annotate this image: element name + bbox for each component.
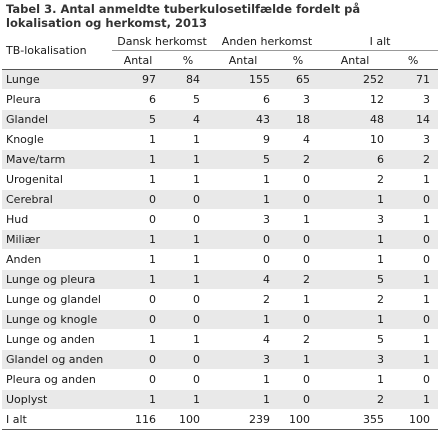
cell-pct: 0 bbox=[164, 370, 212, 390]
cell-pct: 1 bbox=[388, 390, 438, 410]
cell-pct: 3 bbox=[388, 90, 438, 110]
cell-antal: 2 bbox=[212, 290, 274, 310]
cell-pct: 71 bbox=[388, 70, 438, 90]
cell-antal: 0 bbox=[112, 350, 164, 370]
cell-pct: 0 bbox=[274, 190, 322, 210]
header-sub-pct: % bbox=[274, 51, 322, 70]
cell-antal: 1 bbox=[212, 310, 274, 330]
row-label: Anden bbox=[2, 250, 112, 270]
cell-antal: 1 bbox=[322, 190, 388, 210]
cell-antal: 6 bbox=[212, 90, 274, 110]
table-title bbox=[0, 0, 440, 32]
tuberculosis-table bbox=[2, 32, 438, 430]
cell-pct: 18 bbox=[274, 110, 322, 130]
cell-pct: 2 bbox=[274, 270, 322, 290]
row-label: Lunge og glandel bbox=[2, 290, 112, 310]
table-row bbox=[2, 70, 438, 90]
cell-pct: 1 bbox=[388, 170, 438, 190]
cell-pct: 0 bbox=[274, 370, 322, 390]
cell-antal: 43 bbox=[212, 110, 274, 130]
cell-antal: 2 bbox=[322, 290, 388, 310]
cell-antal: 355 bbox=[322, 410, 388, 430]
cell-pct: 0 bbox=[274, 250, 322, 270]
cell-antal: 3 bbox=[212, 210, 274, 230]
cell-antal: 3 bbox=[322, 350, 388, 370]
row-label: Hud bbox=[2, 210, 112, 230]
total-row bbox=[2, 410, 438, 430]
header-sub-pct: % bbox=[388, 51, 438, 70]
cell-pct: 0 bbox=[388, 230, 438, 250]
cell-pct: 0 bbox=[164, 190, 212, 210]
title-line-2: lokalisation og herkomst, 2013 bbox=[6, 16, 208, 30]
cell-pct: 1 bbox=[274, 290, 322, 310]
table-row bbox=[2, 310, 438, 330]
cell-pct: 5 bbox=[164, 90, 212, 110]
header-sub-antal: Antal bbox=[322, 51, 388, 70]
table-row bbox=[2, 170, 438, 190]
cell-antal: 10 bbox=[322, 130, 388, 150]
cell-pct: 1 bbox=[164, 150, 212, 170]
table-row bbox=[2, 290, 438, 310]
cell-antal: 1 bbox=[212, 390, 274, 410]
cell-pct: 1 bbox=[274, 210, 322, 230]
row-label: I alt bbox=[2, 410, 112, 430]
header-sub-antal: Antal bbox=[112, 51, 164, 70]
cell-antal: 5 bbox=[322, 330, 388, 350]
cell-pct: 2 bbox=[388, 150, 438, 170]
cell-pct: 1 bbox=[164, 250, 212, 270]
cell-pct: 0 bbox=[164, 210, 212, 230]
table-row bbox=[2, 250, 438, 270]
cell-antal: 1 bbox=[112, 250, 164, 270]
table-row bbox=[2, 350, 438, 370]
row-label: Lunge og anden bbox=[2, 330, 112, 350]
cell-antal: 2 bbox=[322, 170, 388, 190]
row-label: Miliær bbox=[2, 230, 112, 250]
header-tb-lokalisation: TB-lokalisation bbox=[2, 32, 112, 70]
cell-antal: 1 bbox=[112, 150, 164, 170]
cell-pct: 0 bbox=[388, 310, 438, 330]
header-group-dansk: Dansk herkomst bbox=[112, 32, 212, 51]
cell-antal: 1 bbox=[322, 310, 388, 330]
table-row bbox=[2, 390, 438, 410]
cell-pct: 1 bbox=[164, 130, 212, 150]
header-group-anden: Anden herkomst bbox=[212, 32, 322, 51]
cell-pct: 0 bbox=[274, 310, 322, 330]
cell-antal: 1 bbox=[112, 130, 164, 150]
cell-antal: 0 bbox=[112, 310, 164, 330]
cell-antal: 116 bbox=[112, 410, 164, 430]
cell-antal: 0 bbox=[112, 190, 164, 210]
cell-pct: 65 bbox=[274, 70, 322, 90]
cell-antal: 1 bbox=[112, 330, 164, 350]
cell-antal: 3 bbox=[322, 210, 388, 230]
row-label: Pleura og anden bbox=[2, 370, 112, 390]
cell-pct: 2 bbox=[274, 330, 322, 350]
table-row bbox=[2, 230, 438, 250]
cell-antal: 12 bbox=[322, 90, 388, 110]
cell-pct: 1 bbox=[164, 390, 212, 410]
cell-pct: 14 bbox=[388, 110, 438, 130]
row-label: Lunge og pleura bbox=[2, 270, 112, 290]
header-sub-pct: % bbox=[164, 51, 212, 70]
cell-antal: 4 bbox=[212, 330, 274, 350]
row-label: Uoplyst bbox=[2, 390, 112, 410]
cell-pct: 100 bbox=[274, 410, 322, 430]
cell-antal: 2 bbox=[322, 390, 388, 410]
cell-antal: 1 bbox=[212, 370, 274, 390]
cell-pct: 0 bbox=[274, 230, 322, 250]
row-label: Glandel bbox=[2, 110, 112, 130]
cell-antal: 5 bbox=[322, 270, 388, 290]
cell-pct: 1 bbox=[388, 270, 438, 290]
cell-antal: 155 bbox=[212, 70, 274, 90]
row-label: Cerebral bbox=[2, 190, 112, 210]
header-group-i-alt: I alt bbox=[322, 32, 438, 51]
cell-antal: 239 bbox=[212, 410, 274, 430]
cell-antal: 1 bbox=[322, 250, 388, 270]
cell-pct: 100 bbox=[388, 410, 438, 430]
cell-pct: 0 bbox=[388, 250, 438, 270]
cell-pct: 0 bbox=[164, 310, 212, 330]
cell-antal: 3 bbox=[212, 350, 274, 370]
cell-pct: 0 bbox=[388, 370, 438, 390]
cell-pct: 1 bbox=[388, 290, 438, 310]
cell-antal: 4 bbox=[212, 270, 274, 290]
cell-pct: 4 bbox=[164, 110, 212, 130]
cell-pct: 1 bbox=[164, 170, 212, 190]
cell-antal: 1 bbox=[212, 190, 274, 210]
table-row bbox=[2, 210, 438, 230]
header-sub-antal: Antal bbox=[212, 51, 274, 70]
cell-pct: 1 bbox=[164, 330, 212, 350]
cell-antal: 1 bbox=[322, 370, 388, 390]
cell-antal: 0 bbox=[212, 250, 274, 270]
title-line-1: Tabel 3. Antal anmeldte tuberkulosetilfælde fordelt på bbox=[6, 2, 361, 16]
cell-pct: 84 bbox=[164, 70, 212, 90]
row-label: Knogle bbox=[2, 130, 112, 150]
cell-pct: 0 bbox=[164, 290, 212, 310]
cell-pct: 1 bbox=[274, 350, 322, 370]
cell-pct: 4 bbox=[274, 130, 322, 150]
table-row bbox=[2, 110, 438, 130]
table-row bbox=[2, 190, 438, 210]
cell-antal: 0 bbox=[112, 290, 164, 310]
cell-antal: 1 bbox=[112, 270, 164, 290]
cell-antal: 1 bbox=[112, 390, 164, 410]
cell-pct: 1 bbox=[388, 350, 438, 370]
cell-antal: 5 bbox=[212, 150, 274, 170]
cell-antal: 0 bbox=[112, 370, 164, 390]
table-row bbox=[2, 270, 438, 290]
cell-pct: 0 bbox=[164, 350, 212, 370]
cell-pct: 100 bbox=[164, 410, 212, 430]
cell-antal: 6 bbox=[322, 150, 388, 170]
cell-antal: 9 bbox=[212, 130, 274, 150]
row-label: Glandel og anden bbox=[2, 350, 112, 370]
row-label: Mave/tarm bbox=[2, 150, 112, 170]
table-row bbox=[2, 330, 438, 350]
cell-antal: 0 bbox=[212, 230, 274, 250]
table-row bbox=[2, 90, 438, 110]
cell-antal: 252 bbox=[322, 70, 388, 90]
cell-antal: 1 bbox=[112, 170, 164, 190]
cell-pct: 3 bbox=[388, 130, 438, 150]
cell-pct: 1 bbox=[388, 330, 438, 350]
cell-pct: 0 bbox=[274, 170, 322, 190]
cell-pct: 0 bbox=[388, 190, 438, 210]
cell-antal: 97 bbox=[112, 70, 164, 90]
cell-pct: 0 bbox=[274, 390, 322, 410]
cell-antal: 1 bbox=[322, 230, 388, 250]
cell-antal: 6 bbox=[112, 90, 164, 110]
row-label: Pleura bbox=[2, 90, 112, 110]
row-label: Urogenital bbox=[2, 170, 112, 190]
cell-pct: 1 bbox=[164, 270, 212, 290]
cell-antal: 1 bbox=[112, 230, 164, 250]
cell-pct: 1 bbox=[388, 210, 438, 230]
row-label: Lunge og knogle bbox=[2, 310, 112, 330]
table-row bbox=[2, 370, 438, 390]
table-row bbox=[2, 150, 438, 170]
cell-pct: 2 bbox=[274, 150, 322, 170]
cell-antal: 5 bbox=[112, 110, 164, 130]
table-row bbox=[2, 130, 438, 150]
cell-antal: 1 bbox=[212, 170, 274, 190]
cell-antal: 0 bbox=[112, 210, 164, 230]
cell-pct: 3 bbox=[274, 90, 322, 110]
cell-pct: 1 bbox=[164, 230, 212, 250]
cell-antal: 48 bbox=[322, 110, 388, 130]
row-label: Lunge bbox=[2, 70, 112, 90]
